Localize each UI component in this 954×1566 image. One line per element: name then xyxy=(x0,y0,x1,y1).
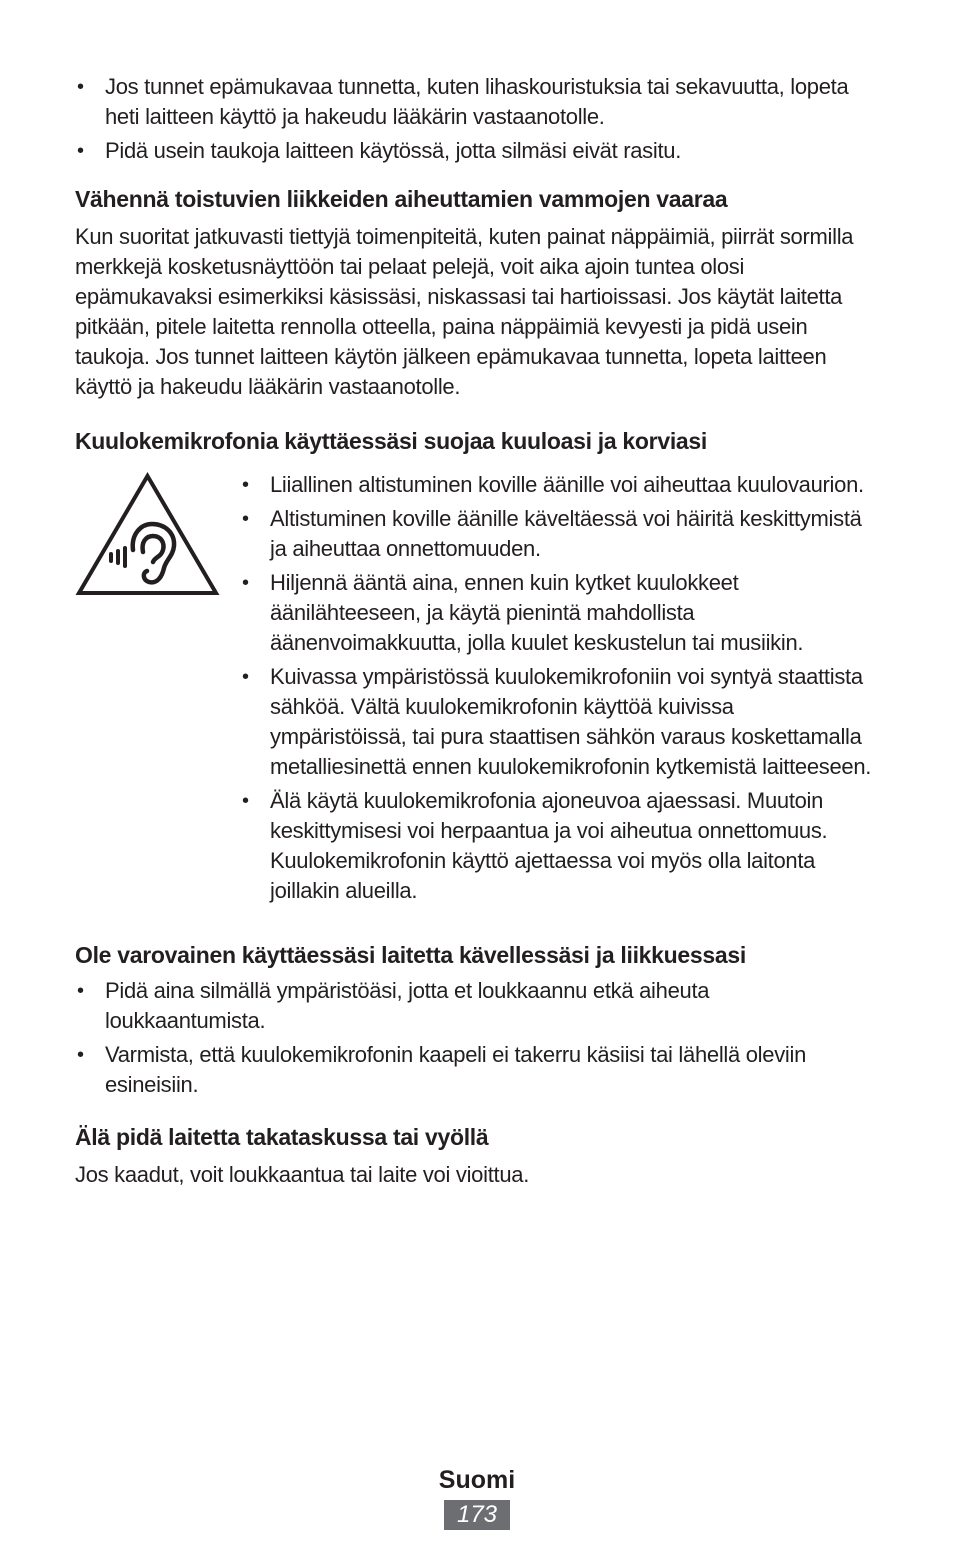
section-repetitive-motion xyxy=(75,184,875,402)
list-item: • Liiallinen altistuminen koville äänille voi aiheuttaa kuulovaurion. xyxy=(240,470,875,500)
page-footer xyxy=(0,1464,954,1530)
bullet-icon: • xyxy=(242,790,249,812)
footer-language: Suomi xyxy=(438,1466,516,1494)
bullet-icon: • xyxy=(242,508,249,530)
list-item: • Jos tunnet epämukavaa tunnetta, kuten lihaskouristuksia tai sekavuutta, lopeta heti laitteen käyttö ja hakeudu lääkärin vastaanotolle. xyxy=(77,74,849,129)
section-body: Jos kaadut, voit loukkaantua tai laite voi vioittua. xyxy=(75,1162,530,1187)
page-content xyxy=(75,72,875,1190)
bullet-icon: • xyxy=(77,76,84,98)
section-headset xyxy=(75,426,875,910)
section-back-pocket xyxy=(75,1122,875,1190)
list-item: • Varmista, että kuulokemikrofonin kaapeli ei takerru käsiisi tai lähellä oleviin esineisiin. xyxy=(77,1042,807,1097)
bullet-icon: • xyxy=(242,474,249,496)
bullet-icon: • xyxy=(242,572,249,594)
headset-bullet-list xyxy=(240,470,875,910)
list-item: • Hiljennä ääntä aina, ennen kuin kytket kuulokkeet äänilähteeseen, ja käytä pienintä mahdollista äänenvoimakkuutta, jolla kuulet keskustelun tai musiikin. xyxy=(242,570,804,655)
walking-bullet-list xyxy=(75,976,875,1100)
list-item: • Kuivassa ympäristössä kuulokemikrofoniin voi syntyä staattista sähköä. Vältä kuulokemikrofonin käyttöä kuivissa ympäristöissä, tai pura staattisen sähkön varaus koskettamalla metalliesinettä ennen kuulokemikrofonin kytkemistä laitteeseen. xyxy=(242,664,872,779)
bullet-icon: • xyxy=(77,140,84,162)
intro-bullet-list xyxy=(75,72,875,166)
section-heading: Älä pidä laitetta takataskussa tai vyöllä xyxy=(75,1124,489,1150)
list-item: • Pidä aina silmällä ympäristöäsi, jotta et loukkaannu etkä aiheuta loukkaantumista. xyxy=(77,978,710,1033)
bullet-icon: • xyxy=(77,1044,84,1066)
page-number: 173 xyxy=(444,1500,510,1530)
section-heading: Kuulokemikrofonia käyttäessäsi suojaa kuuloasi ja korviasi xyxy=(75,428,707,454)
list-item: • Pidä usein taukoja laitteen käytössä, jotta silmäsi eivät rasitu. xyxy=(75,136,875,166)
hearing-warning-icon xyxy=(75,470,240,910)
headset-content xyxy=(75,470,875,910)
section-heading: Ole varovainen käyttäessäsi laitetta kävellessäsi ja liikkuessasi xyxy=(75,942,746,968)
bullet-icon: • xyxy=(242,666,249,688)
list-item: • Älä käytä kuulokemikrofonia ajoneuvoa ajaessasi. Muutoin keskittymisesi voi herpaantua ja voi aiheutua onnettomuus. Kuulokemikrofonin käyttö ajettaessa voi myös olla laitonta joillakin alueilla. xyxy=(242,788,828,903)
section-heading: Vähennä toistuvien liikkeiden aiheuttamien vammojen vaaraa xyxy=(75,186,728,212)
section-walking xyxy=(75,940,875,1100)
list-item: • Altistuminen koville äänille käveltäessä voi häiritä keskittymistä ja aiheuttaa onnettomuuden. xyxy=(242,506,862,561)
bullet-icon: • xyxy=(77,980,84,1002)
section-body: Kun suoritat jatkuvasti tiettyjä toimenpiteitä, kuten painat näppäimiä, piirrät sormilla merkkejä kosketusnäyttöön tai pelaat pelejä, voit aika ajoin tuntea olosi epämukavaksi esimerkiksi käsissäsi, niskassasi tai hartioissasi. Jos käytät laitetta pitkään, pitele laitetta rennolla otteella, paina näppäimiä kevyesti ja pidä usein taukoja. Jos tunnet laitteen käytön jälkeen epämukavaa tunnetta, lopeta laitteen käyttö ja hakeudu lääkärin vastaanotolle. xyxy=(75,224,854,399)
